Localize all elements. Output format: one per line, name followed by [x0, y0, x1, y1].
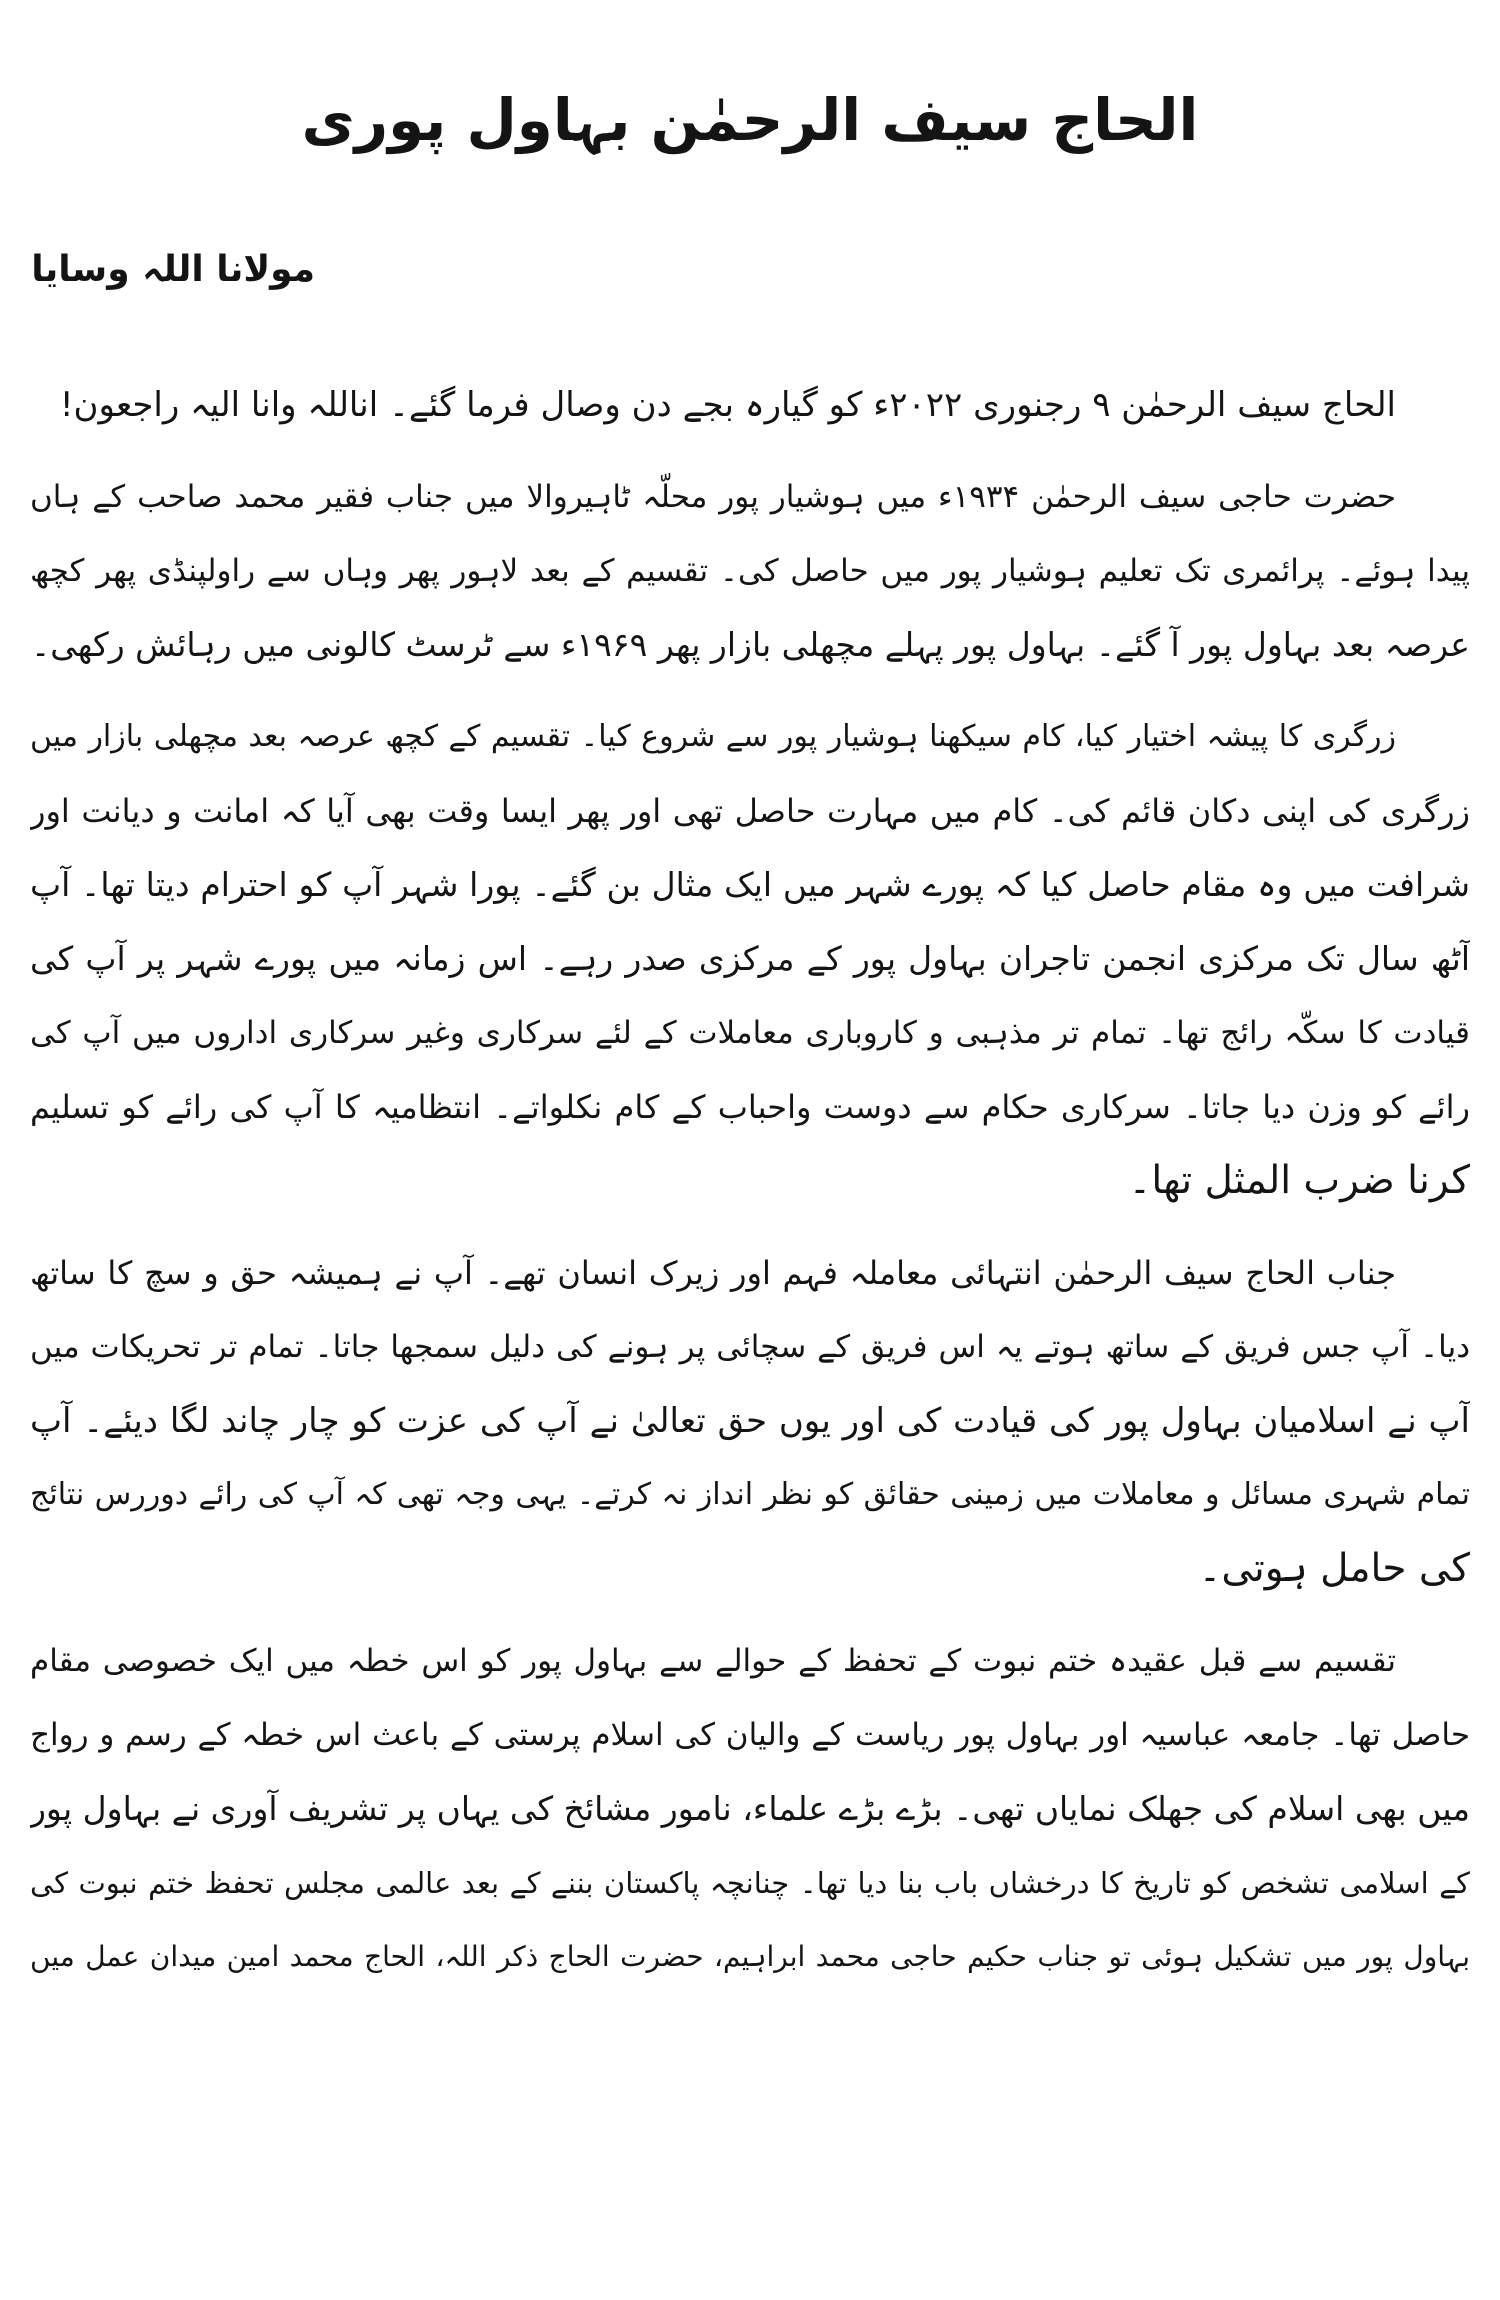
article-body: [30, 368, 1470, 1994]
text-line: میں بھی اسلام کی جھلک نمایاں تھی۔ بڑے بڑے علماء، نامور مشائخ کی یہاں پر تشریف آوری نے بہاول پور: [30, 1789, 1470, 1828]
text-line: حضرت حاجی سیف الرحمٰن ۱۹۳۴ء میں ہوشیار پور محلّہ ٹاہیروالا میں جناب فقیر محمد صاحب کے ہاں: [30, 479, 1397, 515]
text-line: رائے کو وزن دیا جاتا۔ سرکاری حکام سے دوست واحباب کے کام نکلواتے۔ انتظامیہ کا آپ کی رائے کو تسلیم: [30, 1088, 1470, 1126]
text-line: زرگری کی اپنی دکان قائم کی۔ کام میں مہارت حاصل تھی اور پھر ایسا وقت بھی آیا کہ امانت و دیانت اور: [30, 792, 1470, 830]
text-line: بہاول پور میں تشکیل ہوئی تو جناب حکیم حاجی محمد ابراہیم، حضرت الحاج ذکر اللہ، الحاج محمد امین میدان عمل میں: [30, 1940, 1470, 1973]
text-line: الحاج سیف الرحمٰن ۹ رجنوری ۲۰۲۲ء کو گیارہ بجے دن وصال فرما گئے۔ اناللہ وانا الیہ راجعون!: [59, 385, 1396, 425]
text-line: حاصل تھا۔ جامعہ عباسیہ اور بہاول پور ریاست کے والیان کی اسلام پرستی کے باعث اس خطہ کے رسم و رواج: [30, 1717, 1470, 1753]
text-line: جناب الحاج سیف الرحمٰن انتہائی معاملہ فہم اور زیرک انسان تھے۔ آپ نے ہمیشہ حق و سچ کا ساتھ: [30, 1254, 1396, 1292]
text-line: پیدا ہوئے۔ پرائمری تک تعلیم ہوشیار پور میں حاصل کی۔ تقسیم کے بعد لاہور پھر وہاں سے راولپنڈی پھر کچھ: [30, 553, 1470, 589]
text-line: دیا۔ آپ جس فریق کے ساتھ ہوتے یہ اس فریق کے سچائی پر ہونے کی دلیل سمجھا جاتا۔ تمام تر تحریکات میں: [30, 1329, 1470, 1365]
text-line: تمام شہری مسائل و معاملات میں زمینی حقائق کو نظر انداز نہ کرتے۔ یہی وجہ تھی کہ آپ کی رائے دوررس نتائج: [30, 1477, 1470, 1512]
text-line: کے اسلامی تشخص کو تاریخ کا درخشاں باب بنا دیا تھا۔ چنانچہ پاکستان بننے کے بعد عالمی مجلس تحفظ ختم نبوت کی: [30, 1866, 1470, 1900]
text-line: قیادت کا سکّہ رائج تھا۔ تمام تر مذہبی و کاروباری معاملات کے لئے سرکاری وغیر سرکاری اداروں میں آپ کی: [30, 1015, 1470, 1051]
text-line: آٹھ سال تک مرکزی انجمن تاجران بہاول پور کے مرکزی صدر رہے۔ اس زمانہ میں پورے شہر پر آپ کی: [30, 939, 1470, 978]
text-line: آپ نے اسلامیان بہاول پور کی قیادت کی اور یوں حق تعالیٰ نے آپ کی عزت کو چار چاند لگا دیئے۔ آپ: [30, 1401, 1470, 1441]
text-line: کرنا ضرب المثل تھا۔: [1128, 1158, 1470, 1203]
text-line: عرصہ بعد بہاول پور آ گئے۔ بہاول پور پہلے مچھلی بازار پھر ۱۹۶۹ء سے ٹرسٹ کالونی میں رہائش رکھی۔: [30, 625, 1470, 664]
text-line: شرافت میں وہ مقام حاصل کیا کہ پورے شہر میں ایک مثال بن گئے۔ پورا شہر آپ کو احترام دیتا تھا۔ آپ: [30, 865, 1470, 904]
article-title: الحاج سیف الرحمٰن بہاول پوری: [301, 86, 1199, 154]
text-line: تقسیم سے قبل عقیدہ ختم نبوت کے تحفظ کے حوالے سے بہاول پور کو اس خطہ میں ایک خصوصی مقام: [30, 1643, 1396, 1679]
text-line: کی حامل ہوتی۔: [1198, 1546, 1470, 1591]
text-line: زرگری کا پیشہ اختیار کیا، کام سیکھنا ہوشیار پور سے شروع کیا۔ تقسیم کے کچھ عرصہ بعد مچھلی بازار میں: [30, 719, 1396, 754]
author-name: مولانا اللہ وسایا: [31, 249, 315, 290]
